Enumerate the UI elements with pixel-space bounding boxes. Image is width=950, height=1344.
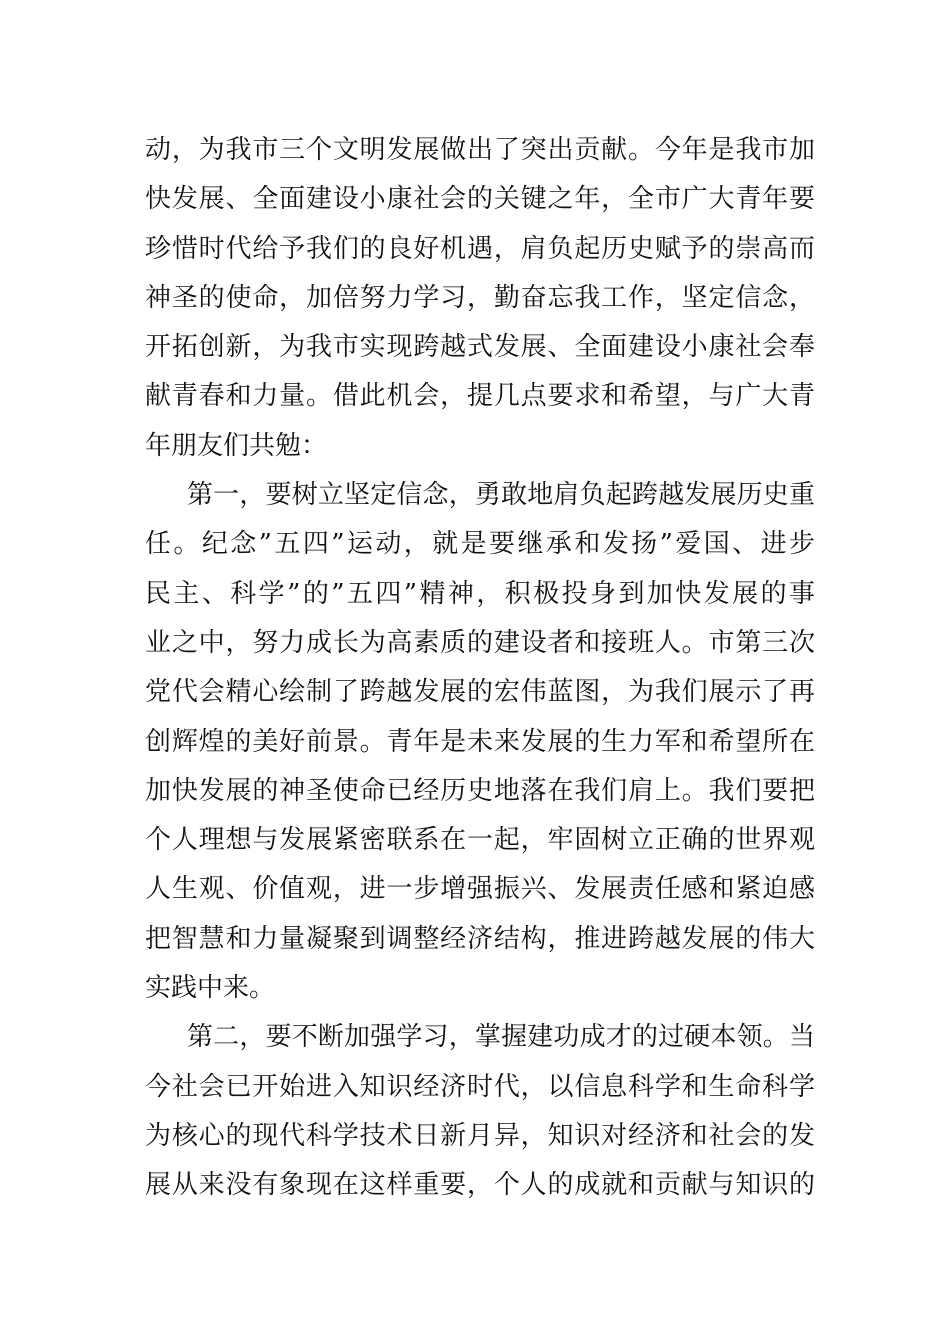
text-line: 动，为我市三个文明发展做出了突出贡献。今年是我市加 [145,135,815,165]
text-line: 任。纪念”五四”运动，就是要继承和发扬”爱国、进步 [145,529,815,560]
text-line: 神圣的使命，加倍努力学习，勤奋忘我工作，坚定信念， [145,282,815,313]
text-line: 第一，要树立坚定信念，勇敢地肩负起跨越发展历史重 [187,480,815,511]
text-line: 人生观、价值观，进一步增强振兴、发展责任感和紧迫感 [145,874,815,905]
text-line: 为核心的现代科学技术日新月异，知识对经济和社会的发 [145,1120,815,1151]
text-line: 个人理想与发展紧密联系在一起，牢固树立正确的世界观 [145,825,815,856]
text-line: 快发展、全面建设小康社会的关键之年，全市广大青年要 [145,184,815,215]
text-line: 今社会已开始进入知识经济时代，以信息科学和生命科学 [145,1071,815,1102]
text-line: 创辉煌的美好前景。青年是未来发展的生力军和希望所在 [145,726,815,757]
text-line: 民主、科学”的”五四”精神，积极投身到加快发展的事 [145,578,815,609]
text-line: 献青春和力量。借此机会，提几点要求和希望，与广大青 [145,381,815,412]
text-line: 把智慧和力量凝聚到调整经济结构，推进跨越发展的伟大 [145,923,815,954]
text-line: 年朋友们共勉： [145,430,328,461]
text-line: 业之中，努力成长为高素质的建设者和接班人。市第三次 [145,627,815,658]
body-text [145,126,815,1211]
text-line: 珍惜时代给予我们的良好机遇，肩负起历史赋予的崇高而 [145,233,815,264]
text-line: 加快发展的神圣使命已经历史地落在我们肩上。我们要把 [145,775,815,806]
text-line: 党代会精心绘制了跨越发展的宏伟蓝图，为我们展示了再 [145,677,815,708]
text-line: 开拓创新，为我市实现跨越式发展、全面建设小康社会奉 [145,332,815,363]
text-line: 第二，要不断加强学习，掌握建功成才的过硬本领。当 [187,1022,815,1053]
text-line: 展从来没有象现在这样重要，个人的成就和贡献与知识的 [145,1170,815,1201]
text-line: 实践中来。 [145,973,276,1004]
